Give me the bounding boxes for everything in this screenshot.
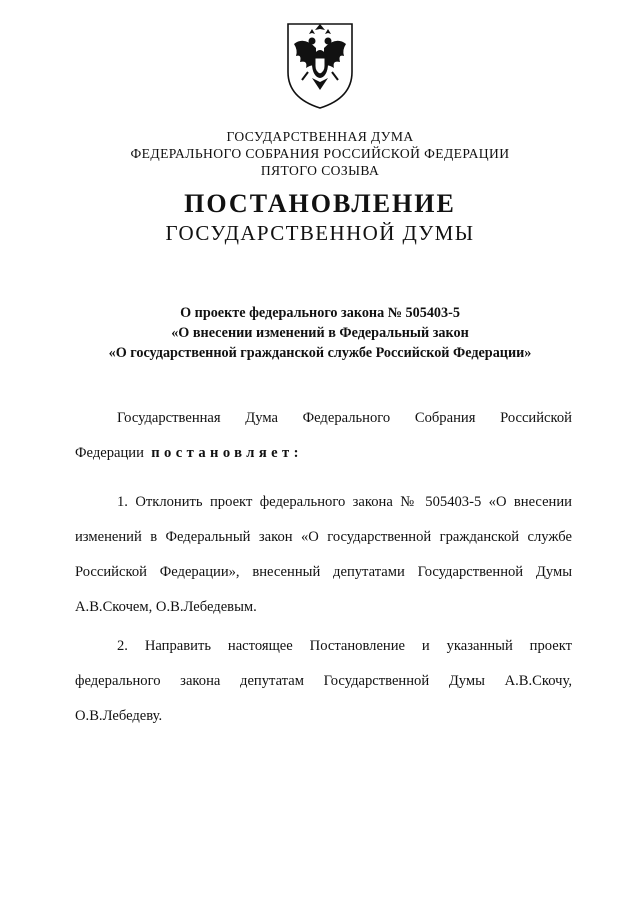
- issuer-line-2: ФЕДЕРАЛЬНОГО СОБРАНИЯ РОССИЙСКОЙ ФЕДЕРАЦИИ: [130, 146, 510, 161]
- russian-coat-of-arms-icon: [282, 20, 358, 110]
- preamble-line-2: [75, 436, 572, 471]
- issuer-line-3: ПЯТОГО СОЗЫВА: [260, 163, 380, 178]
- item-2-line-2: федерального закона депутатам Государственной Думы А.В.Скочу,: [75, 673, 572, 689]
- item-2-line-3: О.В.Лебедеву.: [75, 708, 163, 724]
- issuer-line-1: ГОСУДАРСТВЕННАЯ ДУМА: [226, 129, 414, 144]
- preamble-text: Федерации: [75, 445, 144, 461]
- subject-line-1: О проекте федерального закона № 505403-5: [180, 305, 460, 321]
- issuer-header: [0, 128, 640, 179]
- document-body: [75, 401, 572, 734]
- item-1-line-1: 1. Отклонить проект федерального закона № 505403-5 «О внесении: [117, 494, 572, 510]
- subject-line-3: «О государственной гражданской службе Российской Федерации»: [108, 345, 532, 361]
- item-1-line-4: А.В.Скочем, О.В.Лебедевым.: [75, 599, 257, 615]
- document-subject: [0, 303, 640, 363]
- item-1-line-3: Российской Федерации», внесенный депутатами Государственной Думы: [75, 564, 572, 580]
- document-title: ПОСТАНОВЛЕНИЕ: [184, 189, 456, 218]
- document-subtitle: ГОСУДАРСТВЕННОЙ ДУМЫ: [165, 221, 475, 245]
- preamble-line-1: Государственная Дума Федерального Собрания Российской: [117, 410, 572, 426]
- resolution-verb: постановляет:: [151, 445, 303, 461]
- subject-line-2: «О внесении изменений в Федеральный закон: [171, 325, 469, 341]
- item-2-line-1: 2. Направить настоящее Постановление и указанный проект: [117, 638, 572, 654]
- item-1-line-2: изменений в Федеральный закон «О государственной гражданской службе: [75, 529, 572, 545]
